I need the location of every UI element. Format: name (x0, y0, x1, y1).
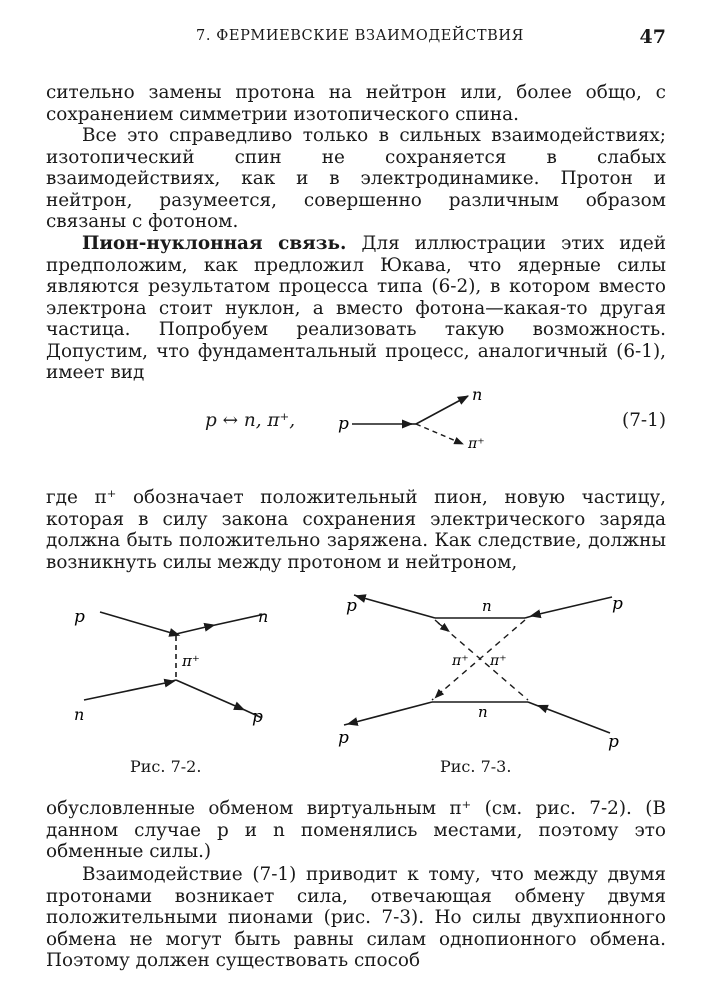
fig3-bottom-p-out-2 (344, 722, 356, 725)
fig2-line-p-in (100, 612, 175, 634)
fig3-pion-line-2 (432, 620, 525, 700)
fig3-pion-arrow-1 (438, 623, 446, 629)
fig2-line-p-out (176, 680, 240, 708)
fig3-label-top-right: p (612, 594, 623, 614)
vertex-diagram-7-1 (330, 382, 510, 454)
vertex-label-p: p (338, 414, 349, 434)
fig3-label-center-left: π⁺ (452, 653, 469, 669)
equation-formula: p ↔ n, π⁺, (205, 410, 296, 431)
figure-7-2-caption: Рис. 7-2. (130, 757, 202, 776)
fig3-pion-arrow-2 (438, 691, 442, 695)
fig3-label-bottom-left: p (338, 728, 349, 748)
section-heading: Пион-нуклонная связь. (82, 233, 347, 254)
fig2-label-top-left: p (74, 607, 85, 627)
fig2-label-top-right: n (258, 607, 269, 626)
paragraph-2: Все это справедливо только в сильных взаимодействиях; изотопический спин не сохраняется в слабых взаимодействиях, как и в электродинамике. Протон и нейтрон, разумеется, совершенно различным образом связаны с фотоном. (46, 125, 666, 232)
fig2-line-n-in-2 (165, 680, 176, 683)
fig3-top-p-out (360, 597, 435, 618)
fig3-top-p-in (535, 597, 612, 615)
paragraph-6: Взаимодействие (7-1) приводит к тому, что между двумя протонами возникает сила, отвечающая обмену двумя положительными пионами (рис. 7-3). Но силы двухпионного обмена не могут быть равны силам однопионного обмена. Поэтому должен существовать способ (46, 864, 666, 971)
vertex-neutron-line (416, 396, 468, 424)
paragraph-3-body: Для иллюстрации этих идей предположим, как предложил Юкава, что ядерные силы являются результатом процесса типа (6-2), в котором вместо электрона стоит нуклон, а вместо фотона—какая-то другая частица. Попробуем реализовать такую возможность. Допустим, что фундаментальный процесс, аналогичный (6-1), имеет вид (46, 233, 666, 383)
fig3-label-bottom-middle: n (478, 703, 488, 721)
figure-7-2 (60, 592, 290, 742)
fig2-line-n-out (176, 626, 210, 634)
fig3-label-center-right: π⁺ (490, 653, 507, 669)
fig2-label-middle: π⁺ (182, 652, 200, 670)
paragraph-1: сительно замены протона на нейтрон или, более общо, с сохранением симметрии изотопического спина. (46, 82, 666, 125)
fig2-line-p-in-2 (170, 632, 176, 634)
fig3-label-top-middle: n (482, 597, 492, 615)
paragraph-5: обусловленные обменом виртуальным π⁺ (см. рис. 7-2). (В данном случае p и n поменялись местами, поэтому это обменные силы.) (46, 798, 666, 862)
paragraph-4: где π⁺ обозначает положительный пион, новую частицу, которая в силу закона сохранения электрического заряда должна быть положительно заряжена. Как следствие, должны возникнуть силы между протоном и нейтроном, (46, 487, 666, 573)
fig2-line-n-in (84, 682, 170, 700)
fig3-pion-line-1 (435, 620, 528, 700)
equation-number: (7-1) (622, 410, 666, 431)
fig3-top-p-in-2 (525, 614, 539, 618)
running-header (46, 26, 666, 50)
fig2-label-bottom-left: n (74, 705, 85, 724)
vertex-label-n: n (472, 385, 483, 404)
fig3-bottom-p-in (542, 707, 610, 733)
fig3-bottom-p-out (352, 702, 432, 723)
vertex-pion-line (416, 424, 463, 444)
running-head-title: 7. ФЕРМИЕВСКИЕ ВЗАИМОДЕЙСТВИЯ (196, 28, 524, 44)
paragraph-3 (46, 233, 666, 384)
figure-7-3-caption: Рис. 7-3. (440, 757, 512, 776)
page-number: 47 (639, 26, 666, 48)
fig3-label-bottom-right: p (608, 732, 619, 752)
fig3-bottom-p-in-2 (528, 702, 546, 709)
figure-7-3 (330, 585, 640, 750)
vertex-label-pi: π⁺ (468, 436, 485, 452)
fig2-line-n-out-2 (206, 614, 265, 627)
fig3-label-top-left: p (346, 596, 357, 616)
fig2-label-bottom-right: p (252, 707, 263, 727)
